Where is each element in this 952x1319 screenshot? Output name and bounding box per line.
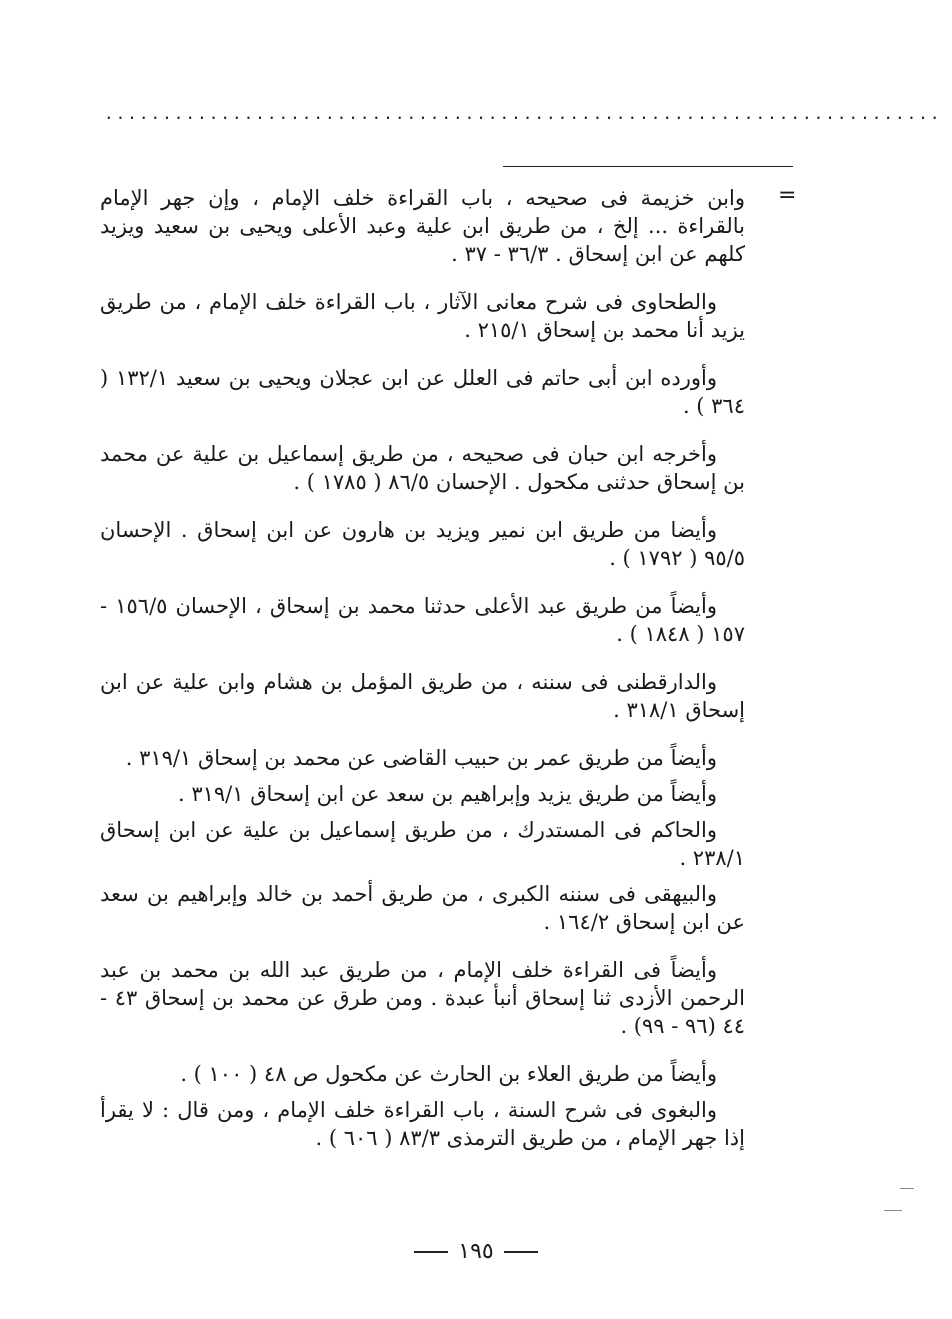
- footnote-paragraph: وأورده ابن أبى حاتم فى العلل عن ابن عجلان ويحيى بن سعيد ١٣٢/١ ( ٣٦٤ ) .: [100, 366, 745, 418]
- footnote-paragraph: والحاكم فى المستدرك ، من طريق إسماعيل بن علية عن ابن إسحاق ٢٣٨/١ .: [100, 818, 745, 870]
- footnote-paragraph: وأيضاً من طريق عبد الأعلى حدثنا محمد بن إسحاق ، الإحسان ١٥٦/٥ - ١٥٧ ( ١٨٤٨ ) .: [100, 594, 745, 646]
- margin-scan-mark: [900, 1188, 914, 1189]
- footnote-paragraph: والدارقطنى فى سننه ، من طريق المؤمل بن هشام وابن علية عن ابن إسحاق ٣١٨/١ .: [100, 670, 745, 722]
- footnote-paragraph: وأيضاً من طريق عمر بن حبيب القاضى عن محمد بن إسحاق ٣١٩/١ .: [125, 746, 717, 770]
- footnote-separator-rule: [503, 166, 793, 167]
- footnote-paragraph: وأيضا من طريق ابن نمير ويزيد بن هارون عن ابن إسحاق . الإحسان ٩٥/٥ ( ١٧٩٢ ) .: [100, 518, 745, 570]
- footnote-paragraph: وأيضاً من طريق العلاء بن الحارث عن مكحول ص ٤٨ ( ١٠٠ ) .: [180, 1062, 717, 1086]
- footnote-paragraph: وأيضاً فى القراءة خلف الإمام ، من طريق عبد الله بن محمد بن عبد الرحمن الأزدى ثنا إسحاق أنبأ عبدة . ومن طرق عن محمد بن إسحاق ٤٣ - ٤٤ (٩٦ - ٩٩) .: [100, 958, 745, 1038]
- footnote-paragraph: والطحاوى فى شرح معانى الآثار ، باب القراءة خلف الإمام ، من طريق يزيد أنا محمد بن إسحاق ٢١٥/١ .: [100, 290, 745, 342]
- folio-dash-right: [414, 1251, 448, 1253]
- footnote-paragraph: والبغوى فى شرح السنة ، باب القراءة خلف الإمام ، ومن قال : لا يقرأ إذا جهر الإمام ، من طريق الترمذى ٨٣/٣ ( ٦٠٦ ) .: [100, 1098, 745, 1150]
- footnote-paragraph: وأخرجه ابن حبان فى صحيحه ، من طريق إسماعيل بن علية عن محمد بن إسحاق حدثنى مكحول . الإحسان ٨٦/٥ ( ١٧٨٥ ) .: [100, 442, 745, 494]
- page-number: [0, 1238, 952, 1266]
- footnote-paragraph: والبيهقى فى سننه الكبرى ، من طريق أحمد بن خالد وإبراهيم بن سعد عن ابن إسحاق ١٦٤/٢ .: [100, 882, 745, 934]
- margin-scan-mark: [884, 1210, 902, 1211]
- dot-leader-line: ........................................................................: [104, 104, 942, 123]
- page-number-text: ١٩٥: [458, 1239, 494, 1264]
- footnote-body: [100, 184, 745, 1172]
- footnote-paragraph: وابن خزيمة فى صحيحه ، باب القراءة خلف الإمام ، وإن جهر الإمام بالقراءة ... إلخ ، من طريق ابن علية وعبد الأعلى ويحيى بن سعيد ويزيد كلهم عن ابن إسحاق . ٣٦/٣ - ٣٧ .: [100, 186, 745, 266]
- folio-dash-left: [504, 1251, 538, 1253]
- footnote-paragraph: وأيضاً من طريق يزيد وإبراهيم بن سعد عن ابن إسحاق ٣١٩/١ .: [177, 782, 717, 806]
- continuation-mark: =: [778, 183, 797, 208]
